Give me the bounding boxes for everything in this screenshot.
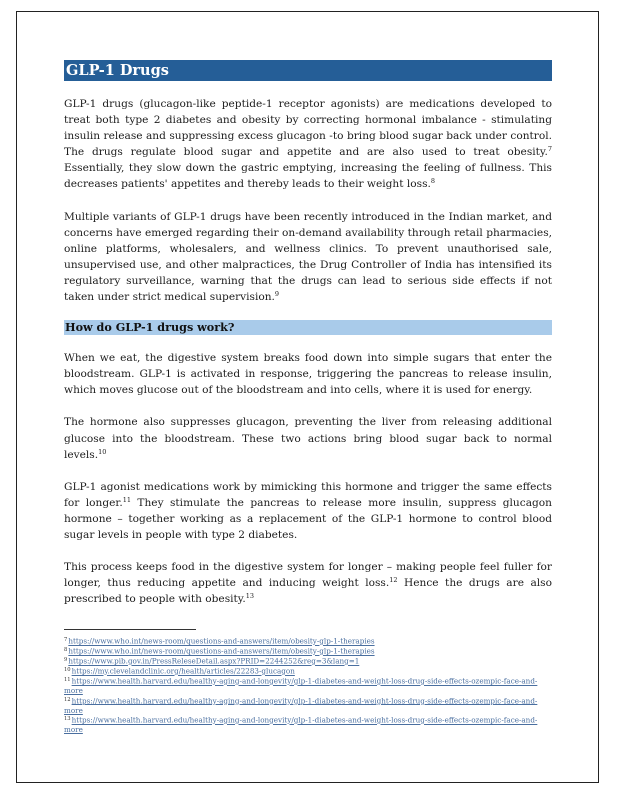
footnote-link[interactable]: https://www.health.harvard.edu/healthy-aging-and-longevity/glp-1-diabetes-and-weight-loss-drug-side-effects-ozempic-face-and-more <box>64 696 538 715</box>
footnote-item: $^9$https://www.pib.gov.in/PressReleseDetail.aspx?PRID=2244252&reg=3&lang=1 <box>64 656 360 666</box>
footnote-ref[interactable]: 9 <box>274 290 280 299</box>
paragraph-digestion: When we eat, the digestive system breaks food down into simple sugars that enter the bloodstream. GLP-1 is activated in response, triggering the pancreas to release insulin, which moves glucose out of the bloodstream and into cells, where it is used for energy. <box>64 352 552 397</box>
footnote-link[interactable]: https://www.health.harvard.edu/healthy-aging-and-longevity/glp-1-diabetes-and-weight-loss-drug-side-effects-ozempic-face-and-more <box>64 715 538 734</box>
footnote-ref[interactable]: 7 <box>547 145 552 154</box>
footnote-ref[interactable]: 8 <box>430 177 436 186</box>
footnote-item: $^{12}$https://www.health.harvard.edu/healthy-aging-and-longevity/glp-1-diabetes-and-weight-loss-drug-side-effects-ozempic-face-and-more <box>64 696 538 715</box>
footnote-ref[interactable]: 12 <box>389 576 398 585</box>
document-body <box>64 60 552 607</box>
paragraph-glucagon: The hormone also suppresses glucagon, preventing the liver from releasing additional glucose into the bloodstream. These two actions bring blood sugar back to normal levels.$^{10}$ <box>64 416 552 461</box>
footnote-link[interactable]: https://www.pib.gov.in/PressReleseDetail.aspx?PRID=2244252&reg=3&lang=1 <box>68 656 360 666</box>
paragraph-market: Multiple variants of GLP-1 drugs have been recently introduced in the Indian market, and concerns have emerged regarding their on-demand availability through retail pharmacies, online platforms, wholesalers, and wellness clinics. To prevent unauthorised sale, unsupervised use, and other malpractices, the Drug Controller of India has intensified its regulatory surveillance, warning that the drugs can lead to serious side effects if not taken under strict medical supervision.$^9$ <box>64 210 552 304</box>
section-heading: How do GLP-1 drugs work? <box>64 320 552 335</box>
footnote-item: $^{13}$https://www.health.harvard.edu/healthy-aging-and-longevity/glp-1-diabetes-and-weight-loss-drug-side-effects-ozempic-face-and-more <box>64 715 538 734</box>
paragraph-intro: GLP-1 drugs (glucagon-like peptide-1 receptor agonists) are medications developed to treat both type 2 diabetes and obesity by correcting hormonal imbalance - stimulating insulin release and suppressing excess glucagon -to bring blood sugar back under control. The drugs regulate blood sugar and appetite and are also used to treat obesity.$^7$ Essentially, they slow down the gastric emptying, increasing the feeling of fullness. This decreases patients' appetites and thereby leads to their weight loss.$^8$ <box>64 98 552 191</box>
page-title: GLP-1 Drugs <box>64 60 552 81</box>
paragraph-weight-loss: This process keeps food in the digestive system for longer – making people feel fuller for longer, thus reducing appetite and inducing weight loss.$^{12}$ Hence the drugs are also prescribed to people with obesity.$^{13}$ <box>64 561 552 606</box>
footnote-ref[interactable]: 10 <box>98 447 107 456</box>
footnote-ref[interactable]: 13 <box>245 592 255 601</box>
footnote-item: $^{11}$https://www.health.harvard.edu/healthy-aging-and-longevity/glp-1-diabetes-and-weight-loss-drug-side-effects-ozempic-face-and-more <box>64 676 538 695</box>
footnote-ref[interactable]: 11 <box>122 495 131 504</box>
footnote-item: $^{10}$https://my.clevelandclinic.org/health/articles/22283-glucagon <box>64 666 295 676</box>
footnote-link[interactable]: https://www.who.int/news-room/questions-and-answers/item/obesity-glp-1-therapies <box>68 636 375 646</box>
footnotes <box>64 636 544 735</box>
footnote-separator <box>64 629 196 630</box>
footnote-item: $^8$https://www.who.int/news-room/questions-and-answers/item/obesity-glp-1-therapies <box>64 646 375 656</box>
footnote-item: $^7$https://www.who.int/news-room/questions-and-answers/item/obesity-glp-1-therapies <box>64 636 375 646</box>
paragraph-agonists: GLP-1 agonist medications work by mimicking this hormone and trigger the same effects for longer.$^{11}$ They stimulate the pancreas to release more insulin, suppress glucagon hormone – together working as a replacement of the GLP-1 hormone to control blood sugar levels in people with type 2 diabetes. <box>64 480 552 541</box>
footnote-link[interactable]: https://my.clevelandclinic.org/health/articles/22283-glucagon <box>71 666 295 676</box>
footnote-link[interactable]: https://www.health.harvard.edu/healthy-aging-and-longevity/glp-1-diabetes-and-weight-loss-drug-side-effects-ozempic-face-and-more <box>64 676 538 695</box>
footnote-link[interactable]: https://www.who.int/news-room/questions-and-answers/item/obesity-glp-1-therapies <box>68 646 375 656</box>
